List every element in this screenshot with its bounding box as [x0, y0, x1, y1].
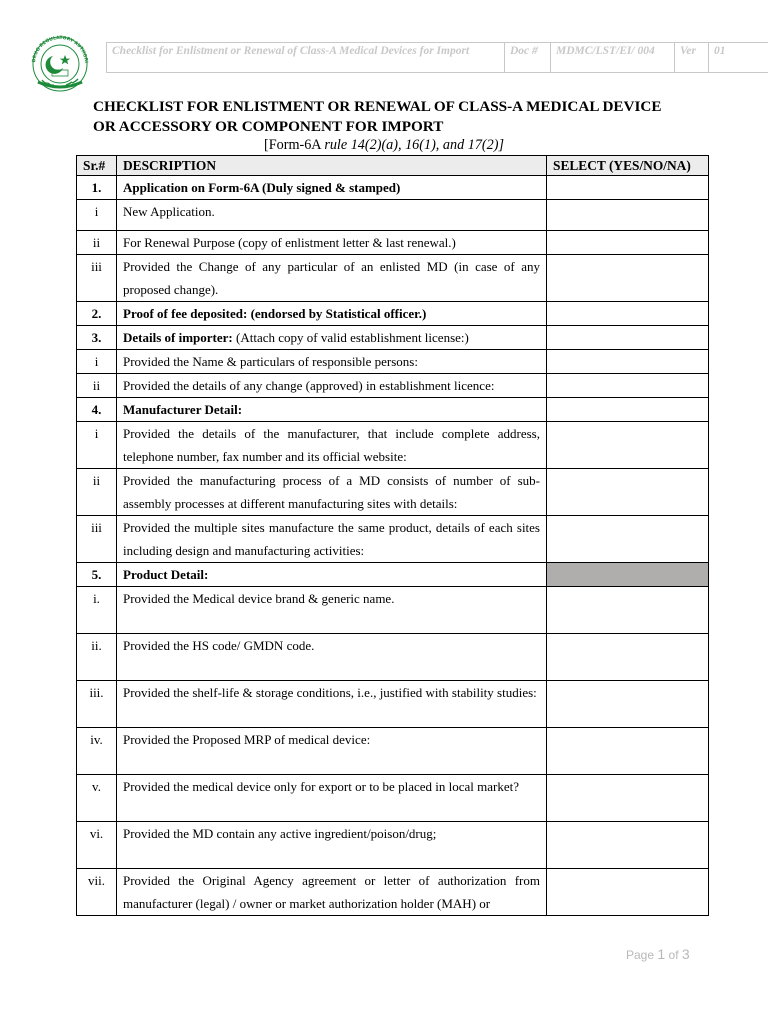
select-cell[interactable] — [547, 728, 709, 775]
select-cell[interactable] — [547, 422, 709, 469]
row-number: 1. — [77, 176, 117, 200]
row-number: iii — [77, 516, 117, 563]
title-line-1: CHECKLIST FOR ENLISTMENT OR RENEWAL OF CLASS-A MEDICAL DEVICE — [93, 98, 662, 115]
table-row — [77, 231, 709, 255]
select-cell[interactable] — [547, 681, 709, 728]
header-select: SELECT (YES/NO/NA) — [547, 156, 709, 176]
form-ref-prefix: [Form-6A — [264, 137, 325, 153]
row-description — [117, 422, 547, 469]
select-cell[interactable] — [547, 200, 709, 231]
page-label: Page — [626, 948, 655, 962]
row-number: i — [77, 350, 117, 374]
table-row — [77, 634, 709, 681]
svg-text:DRUG REGULATORY AUTHORITY OF P: DRUG REGULATORY AUTHORI — [31, 35, 88, 64]
select-cell[interactable] — [547, 326, 709, 350]
document-header — [106, 42, 768, 73]
row-description — [117, 302, 547, 326]
row-description-text: Provided the Medical device brand & generic name. — [123, 591, 395, 606]
table-row — [77, 374, 709, 398]
select-cell[interactable] — [547, 869, 709, 916]
row-number: i — [77, 422, 117, 469]
row-description — [117, 326, 547, 350]
row-number: ii — [77, 374, 117, 398]
doc-title: Checklist for Enlistment or Renewal of Class-A Medical Devices for Import — [107, 43, 505, 73]
section-row — [77, 302, 709, 326]
row-description-text: Application on Form-6A (Duly signed & stamped) — [123, 180, 401, 195]
select-cell[interactable] — [547, 302, 709, 326]
version-label: Ver — [675, 43, 709, 73]
title-line-2: OR ACCESSORY OR COMPONENT FOR IMPORT — [93, 117, 444, 135]
table-row — [77, 200, 709, 231]
version-value: 01 — [709, 43, 768, 73]
row-description-text: Provided the medical device only for export or to be placed in local market? — [123, 779, 519, 794]
table-row — [77, 587, 709, 634]
row-number: i. — [77, 587, 117, 634]
table-header-row — [77, 156, 709, 176]
row-description — [117, 869, 547, 916]
row-description-text: Provided the Name & particulars of responsible persons: — [123, 354, 418, 369]
section-row — [77, 563, 709, 587]
row-description — [117, 469, 547, 516]
row-number: i — [77, 200, 117, 231]
select-cell[interactable] — [547, 775, 709, 822]
select-cell[interactable] — [547, 231, 709, 255]
row-description-text: Provided the HS code/ GMDN code. — [123, 638, 315, 653]
row-description — [117, 374, 547, 398]
select-cell[interactable] — [547, 516, 709, 563]
doc-number: MDMC/LST/EI/ 004 — [551, 43, 675, 73]
table-row — [77, 681, 709, 728]
row-number: iii. — [77, 681, 117, 728]
row-number: iv. — [77, 728, 117, 775]
row-number: v. — [77, 775, 117, 822]
row-description-text: Details of importer: — [123, 330, 233, 345]
row-description — [117, 516, 547, 563]
row-number: ii — [77, 231, 117, 255]
select-cell[interactable] — [547, 176, 709, 200]
table-row — [77, 869, 709, 916]
row-number: vii. — [77, 869, 117, 916]
row-description — [117, 398, 547, 422]
form-ref-rule: rule 14(2)(a), 16(1), and 17(2)] — [324, 137, 504, 153]
row-description — [117, 822, 547, 869]
select-cell[interactable] — [547, 374, 709, 398]
row-number: vi. — [77, 822, 117, 869]
table-row — [77, 350, 709, 374]
form-reference — [0, 136, 768, 154]
row-description-text: Provided the Original Agency agreement or letter of authorization from manufacturer (legal) / owner or market authorization holder (MAH) or — [123, 873, 540, 911]
row-description-text: Manufacturer Detail: — [123, 402, 243, 417]
table-row — [77, 775, 709, 822]
section-row — [77, 326, 709, 350]
table-row — [77, 469, 709, 516]
table-row — [77, 422, 709, 469]
header-sr: Sr.# — [77, 156, 117, 176]
row-description — [117, 200, 547, 231]
doc-label: Doc # — [505, 43, 551, 73]
row-description — [117, 587, 547, 634]
row-description-text: Provided the manufacturing process of a MD consists of number of sub-assembly processes at different manufacturing sites with details: — [123, 473, 540, 511]
total-pages: 3 — [681, 946, 690, 962]
row-number: ii. — [77, 634, 117, 681]
select-cell — [547, 563, 709, 587]
row-description-text: Provided the shelf-life & storage conditions, i.e., justified with stability studies: — [123, 685, 537, 700]
section-row — [77, 176, 709, 200]
row-description-text: Provided the Proposed MRP of medical device: — [123, 732, 371, 747]
row-description — [117, 255, 547, 302]
row-description — [117, 563, 547, 587]
row-description-text: Provided the Change of any particular of an enlisted MD (in case of any proposed change). — [123, 259, 540, 297]
select-cell[interactable] — [547, 398, 709, 422]
row-description — [117, 634, 547, 681]
row-description-note: (Attach copy of valid establishment license:) — [232, 330, 469, 345]
section-row — [77, 398, 709, 422]
row-number: 3. — [77, 326, 117, 350]
checklist-table — [76, 155, 709, 916]
table-row — [77, 516, 709, 563]
select-cell[interactable] — [547, 469, 709, 516]
drap-logo — [22, 30, 98, 94]
row-number: 4. — [77, 398, 117, 422]
select-cell[interactable] — [547, 634, 709, 681]
select-cell[interactable] — [547, 587, 709, 634]
row-description-text: Provided the MD contain any active ingredient/poison/drug; — [123, 826, 437, 841]
row-number: ii — [77, 469, 117, 516]
row-description — [117, 728, 547, 775]
page-number — [626, 946, 690, 962]
row-description-text: New Application. — [123, 204, 215, 219]
row-number: 5. — [77, 563, 117, 587]
select-cell[interactable] — [547, 255, 709, 302]
row-description — [117, 681, 547, 728]
table-row — [77, 728, 709, 775]
row-description-text: Proof of fee deposited: (endorsed by Statistical officer.) — [123, 306, 427, 321]
row-description-text: Provided the details of the manufacturer, that include complete address, telephone number, fax number and its official website: — [123, 426, 540, 464]
table-row — [77, 255, 709, 302]
row-description — [117, 231, 547, 255]
current-page: 1 — [657, 946, 666, 962]
row-description — [117, 176, 547, 200]
header-description: DESCRIPTION — [117, 156, 547, 176]
row-description-text: Provided the details of any change (approved) in establishment licence: — [123, 378, 495, 393]
row-number: iii — [77, 255, 117, 302]
table-row — [77, 822, 709, 869]
select-cell[interactable] — [547, 822, 709, 869]
page-title — [93, 97, 733, 136]
of-label: of — [668, 948, 679, 962]
row-description — [117, 350, 547, 374]
row-description-text: Provided the multiple sites manufacture the same product, details of each sites including design and manufacturing activities: — [123, 520, 540, 558]
row-number: 2. — [77, 302, 117, 326]
row-description-text: Product Detail: — [123, 567, 209, 582]
row-description-text: For Renewal Purpose (copy of enlistment letter & last renewal.) — [123, 235, 456, 250]
row-description — [117, 775, 547, 822]
select-cell[interactable] — [547, 350, 709, 374]
